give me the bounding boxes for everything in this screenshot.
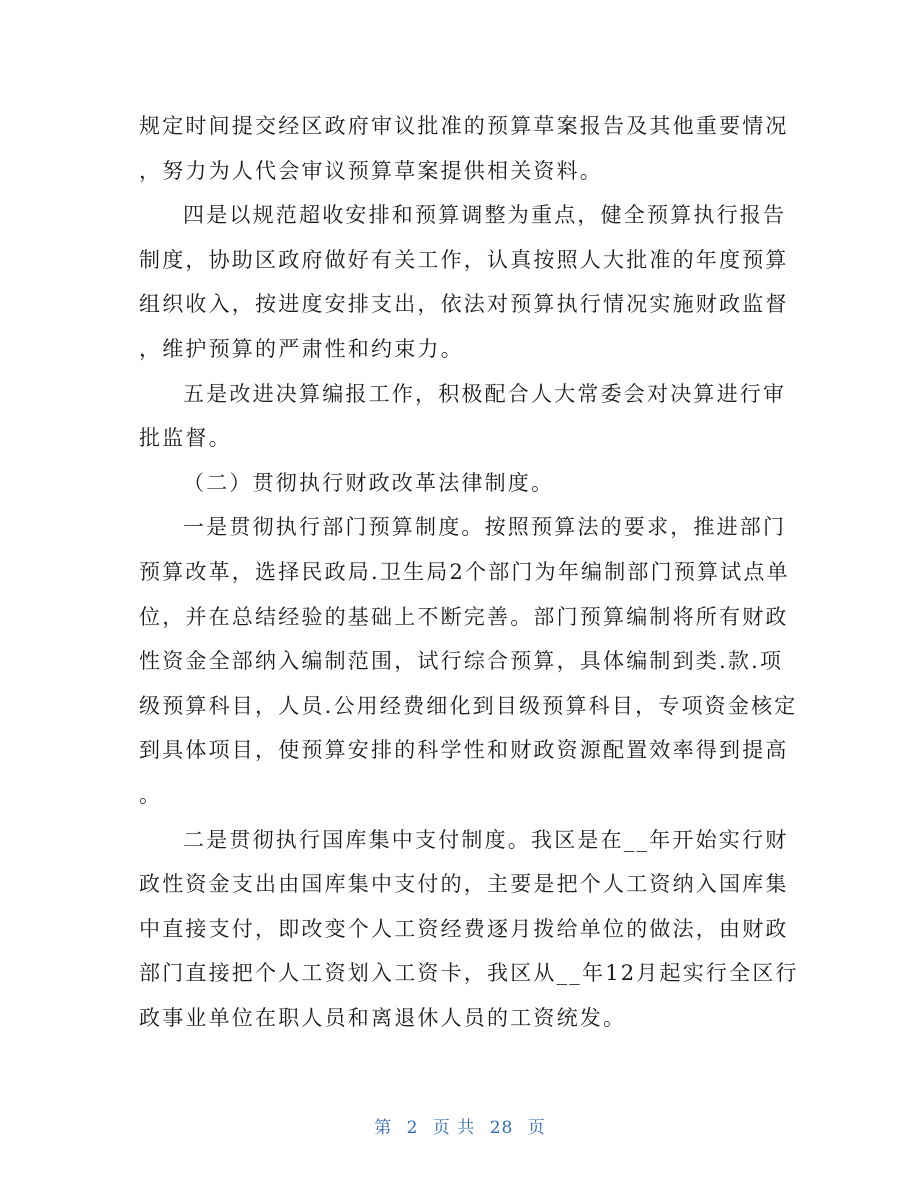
section-heading: （二）贯彻执行财政改革法律制度。 [183,470,555,495]
text-line: 到具体项目，使预算安排的科学性和财政资源配置效率得到提高 [139,738,789,763]
text-line: 性资金全部纳入编制范围，试行综合预算，具体编制到类.款.项 [139,649,784,674]
text-line: 四是以规范超收安排和预算调整为重点，健全预算执行报告 [183,203,787,228]
text-line: 预算改革，选择民政局.卫生局2个部门为年编制部门预算试点单 [139,559,790,584]
page-footer [0,1113,920,1138]
footer-suffix: 页 [527,1118,546,1138]
document-body [139,104,799,1040]
text-line: 五是改进决算编报工作，积极配合人大常委会对决算进行审 [183,381,787,406]
text-line: 组织收入，按进度安排支出，依法对预算执行情况实施财政监督 [139,292,789,317]
text-line: 政事业单位在职人员和离退休人员的工资统发。 [139,1005,627,1030]
text-line: 位，并在总结经验的基础上不断完善。部门预算编制将所有财政 [139,604,789,629]
footer-middle: 页 共 [432,1118,476,1138]
text-line: 中直接支付，即改变个人工资经费逐月拨给单位的做法，由财政 [139,916,789,941]
text-line: 制度，协助区政府做好有关工作，认真按照人大批准的年度预算 [139,247,789,272]
text-line: 。 [139,782,163,807]
text-line: 部门直接把个人工资划入工资卡，我区从__年12月起实行全区行 [139,961,799,986]
text-line: ，努力为人代会审议预算草案提供相关资料。 [139,158,603,183]
text-line: ，维护预算的严肃性和约束力。 [139,336,464,361]
current-page-number: 2 [406,1118,419,1138]
text-line: 规定时间提交经区政府审议批准的预算草案报告及其他重要情况 [139,114,789,138]
footer-prefix: 第 [374,1118,393,1138]
text-line: 二是贯彻执行国库集中支付制度。我区是在__年开始实行财 [183,827,789,852]
total-pages-number: 28 [489,1118,514,1138]
text-line: 批监督。 [139,426,232,451]
text-line: 政性资金支出由国库集中支付的，主要是把个人工资纳入国库集 [139,872,789,897]
text-line: 一是贯彻执行部门预算制度。按照预算法的要求，推进部门 [183,515,787,540]
text-line: 级预算科目，人员.公用经费细化到目级预算科目，专项资金核定 [139,693,798,718]
